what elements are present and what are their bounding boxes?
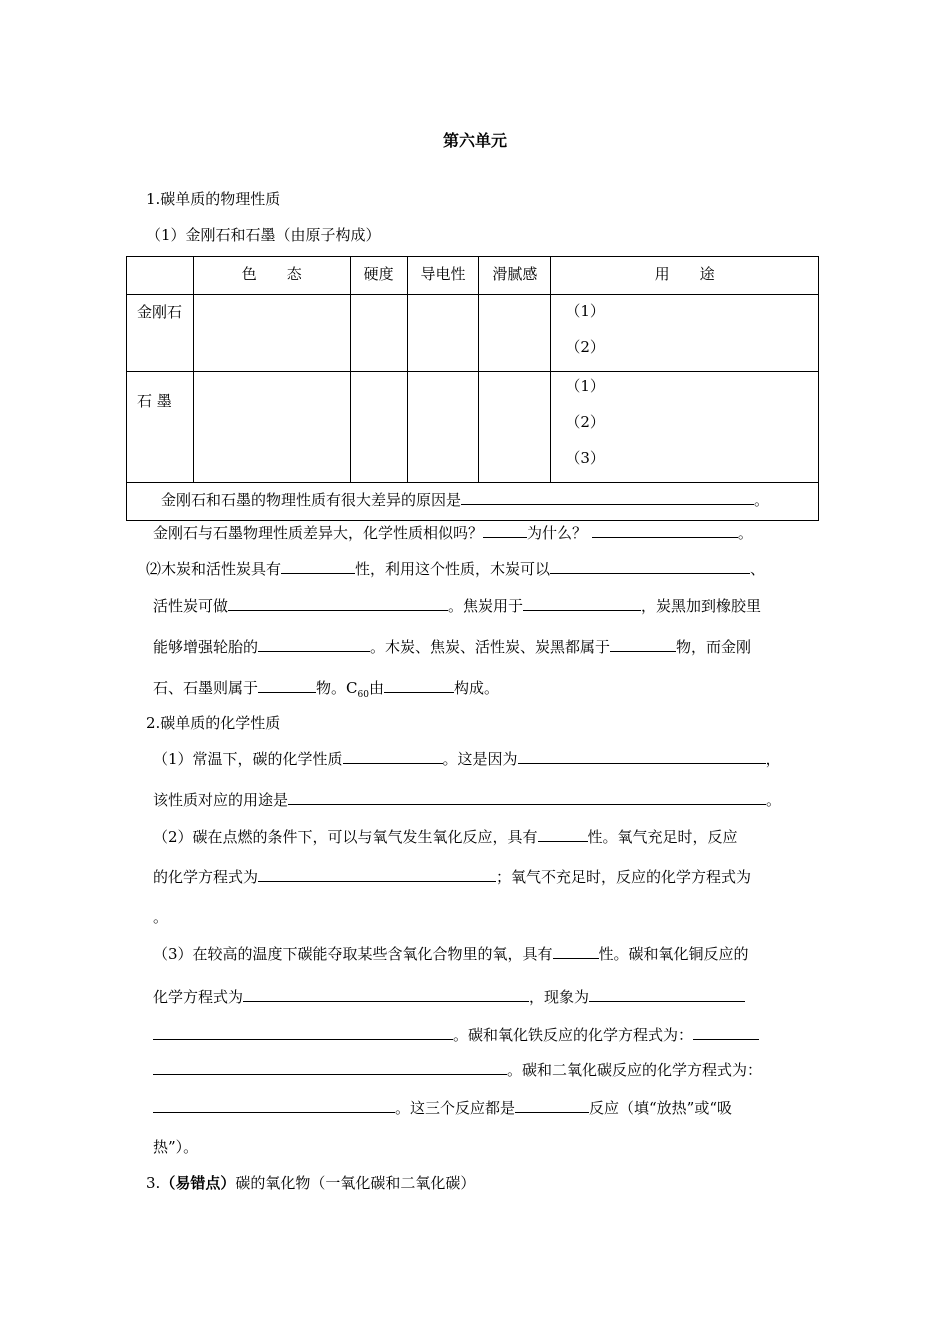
section3-heading: [146, 1172, 475, 1193]
text: ，现象为: [529, 988, 590, 1006]
section1-sub1: （1）金刚石和石墨（由原子构成）: [146, 226, 381, 244]
footer-text: 金刚石和石墨的物理性质有很大差异的原因是: [161, 491, 462, 509]
text: 能够增强轮胎的: [153, 638, 259, 656]
use-item: （2）: [565, 413, 605, 431]
s2-p3-line1: [153, 943, 749, 964]
section-number: 3.: [146, 1174, 161, 1192]
subscript: 60: [357, 690, 369, 700]
use-item: （1）: [565, 377, 605, 395]
answer-blank[interactable]: [461, 490, 754, 505]
text: 性。碳和氧化铜反应的: [598, 945, 749, 963]
section1-heading: 1.碳单质的物理性质: [146, 190, 281, 208]
highlight-label: （易错点）: [160, 1174, 236, 1192]
question-text: 金刚石与石墨物理性质差异大，化学性质相似吗？: [153, 524, 484, 542]
text: 。碳和二氧化碳反应的化学方程式为：: [507, 1061, 763, 1079]
question-line: [153, 522, 753, 543]
table-header-cell: 色 态: [193, 257, 350, 295]
answer-blank[interactable]: [483, 523, 527, 538]
text: 。这是因为: [442, 750, 518, 768]
table-cell: [193, 295, 350, 372]
table-header-row: [127, 257, 819, 295]
section2-heading: 2.碳单质的化学性质: [146, 714, 281, 732]
answer-blank[interactable]: [258, 678, 316, 693]
table-header-cell: 滑腻感: [479, 257, 551, 295]
table-cell: [407, 372, 479, 483]
para-2-line3: [153, 636, 751, 657]
text: 性。氧气充足时，反应: [587, 828, 738, 846]
answer-blank[interactable]: [258, 867, 496, 882]
text: 。: [766, 791, 782, 809]
text: 该性质对应的用途是: [153, 791, 289, 809]
use-item: （1）: [565, 302, 605, 320]
para-2-line2: [153, 595, 761, 616]
section-title: 碳的氧化物（一氧化碳和二氧化碳）: [235, 1174, 476, 1192]
page-title: 第六单元: [442, 131, 507, 150]
uses-cell: [551, 295, 819, 372]
answer-blank[interactable]: [384, 678, 454, 693]
answer-blank[interactable]: [343, 749, 443, 764]
table-row: [127, 295, 819, 372]
s2-p3-line6: 热”）。: [153, 1138, 199, 1156]
answer-blank[interactable]: [589, 987, 745, 1002]
text: 。木炭、焦炭、活性炭、炭黑都属于: [370, 638, 611, 656]
text: 由: [368, 679, 384, 697]
answer-blank[interactable]: [243, 987, 529, 1002]
text: ⑵木炭和活性炭具有: [146, 560, 282, 578]
text: 石、石墨则属于: [153, 679, 259, 697]
s2-p3-line4: [153, 1059, 762, 1080]
answer-blank[interactable]: [550, 559, 750, 574]
text: （1）常温下，碳的化学性质: [153, 750, 343, 768]
answer-blank[interactable]: [553, 944, 599, 959]
table-cell: [479, 372, 551, 483]
s2-p1-line2: [153, 789, 781, 810]
row-label: 石 墨: [127, 372, 194, 483]
para-2-line4: [153, 677, 499, 700]
table-cell: [193, 372, 350, 483]
text: 的化学方程式为: [153, 868, 259, 886]
table-cell: [350, 295, 407, 372]
text: ，: [765, 750, 781, 768]
table-header-cell: [127, 257, 194, 295]
row-label: 金刚石: [127, 295, 194, 372]
properties-table: [126, 256, 819, 521]
table-header-cell: 用 途: [551, 257, 819, 295]
answer-blank[interactable]: [153, 1060, 507, 1075]
answer-blank[interactable]: [523, 596, 641, 611]
text: （3）在较高的温度下碳能夺取某些含氧化合物里的氧，具有: [153, 945, 553, 963]
table-footer-row: [127, 483, 819, 521]
answer-blank[interactable]: [610, 637, 676, 652]
text: 化学方程式为: [153, 988, 244, 1006]
s2-p3-line2: [153, 986, 745, 1007]
table-cell: [479, 295, 551, 372]
text: 、: [750, 560, 766, 578]
text: ；氧气不充足时，反应的化学方程式为: [496, 868, 752, 886]
answer-blank[interactable]: [258, 637, 370, 652]
text: 。碳和氧化铁反应的化学方程式为：: [453, 1026, 694, 1044]
s2-p1-line1: [153, 748, 781, 769]
text: （2）碳在点燃的条件下，可以与氧气发生氧化反应，具有: [153, 828, 538, 846]
s2-p2-line1: [153, 826, 738, 847]
text: ，炭黑加到橡胶里: [641, 597, 762, 615]
answer-blank[interactable]: [515, 1098, 589, 1113]
footer-end: 。: [754, 491, 770, 509]
table-cell: [350, 372, 407, 483]
answer-blank[interactable]: [153, 1025, 453, 1040]
text: 。焦炭用于: [448, 597, 524, 615]
answer-blank[interactable]: [153, 1098, 395, 1113]
use-item: （2）: [565, 338, 605, 356]
text: 活性炭可做: [153, 597, 229, 615]
answer-blank[interactable]: [288, 790, 766, 805]
text: 物。C: [316, 679, 358, 697]
text: 物，而金刚: [676, 638, 752, 656]
text: 。这三个反应都是: [395, 1099, 516, 1117]
question-text: 为什么？: [527, 524, 588, 542]
table-cell: [407, 295, 479, 372]
answer-blank[interactable]: [592, 523, 738, 538]
use-item: （3）: [565, 449, 605, 467]
table-header-cell: 导电性: [407, 257, 479, 295]
answer-blank[interactable]: [228, 596, 448, 611]
s2-p2-line3: 。: [153, 908, 169, 926]
uses-cell: [551, 372, 819, 483]
answer-blank[interactable]: [538, 827, 588, 842]
text: 性，利用这个性质，木炭可以: [355, 560, 551, 578]
answer-blank[interactable]: [281, 559, 355, 574]
s2-p2-line2: [153, 866, 751, 887]
answer-blank[interactable]: [693, 1025, 759, 1040]
text: 反应（填“放热”或“吸: [589, 1099, 733, 1117]
para-2-line1: [146, 558, 765, 579]
punct: 。: [737, 524, 753, 542]
text: 构成。: [453, 679, 499, 697]
s2-p3-line3: [153, 1024, 759, 1045]
answer-blank[interactable]: [518, 749, 766, 764]
table-row: [127, 372, 819, 483]
table-header-cell: 硬度: [350, 257, 407, 295]
s2-p3-line5: [153, 1097, 732, 1118]
table-footer: [127, 483, 819, 521]
